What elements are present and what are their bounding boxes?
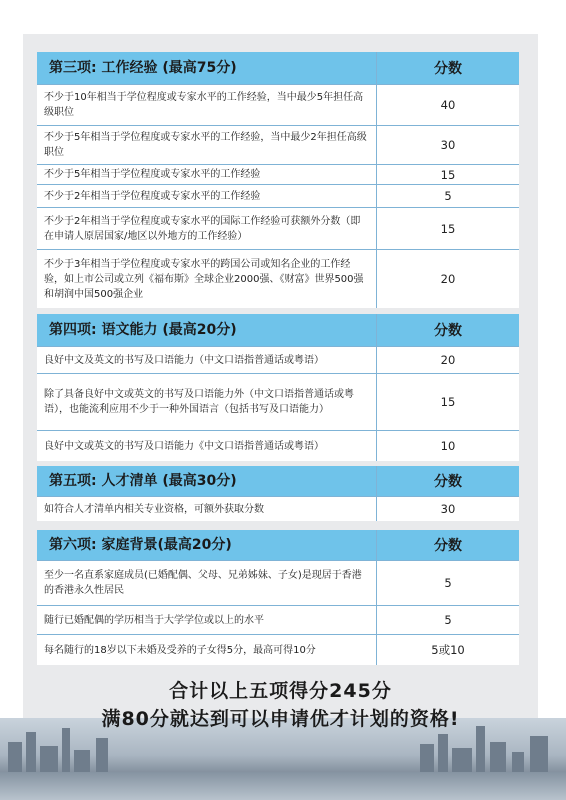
table-row [37, 497, 519, 521]
criterion-text: 不少于2年相当于学位程度或专家水平的工作经验 [44, 190, 261, 202]
criterion-text: 每名随行的18岁以下未婚及受养的子女得5分，最高可得10分 [44, 644, 316, 656]
table-row [37, 374, 519, 431]
table-row [37, 347, 519, 374]
score-value: 5 [376, 561, 519, 605]
table-row [37, 165, 519, 185]
criterion-text: 不少于5年相当于学位程度或专家水平的工作经验 [44, 169, 261, 180]
score-value: 5或10 [376, 635, 519, 665]
summary-line-2: 满80分就达到可以申请优才计划的资格! [101, 708, 460, 730]
criterion-text: 除了具备良好中文或英文的书写及口语能力外（中文口语指普通话或粤语），也能流利应用不少于一种外国语言（包括书写及口语能力） [44, 389, 354, 415]
score-value: 15 [376, 208, 519, 249]
score-header: 分数 [376, 466, 519, 496]
table-header [37, 466, 519, 497]
table-row [37, 185, 519, 208]
score-header: 分数 [376, 530, 519, 560]
talent-list-table [37, 466, 519, 521]
table-row [37, 208, 519, 250]
section-title: 第六项: 家庭背景(最高20分) [49, 536, 232, 553]
score-value: 40 [376, 85, 519, 125]
table-header [37, 530, 519, 561]
table-row [37, 431, 519, 461]
criterion-text: 如符合人才清单内相关专业资格，可额外获取分数 [44, 503, 264, 515]
summary-line-1: 合计以上五项得分245分 [169, 680, 392, 702]
criterion-text: 不少于2年相当于学位程度或专家水平的国际工作经验可获额外分数（即在申请人原居国家/地区以外地方的工作经验） [44, 215, 361, 242]
criterion-text: 良好中文或英文的书写及口语能力《中文口语指普通话或粤语） [44, 440, 324, 452]
score-header: 分数 [376, 52, 519, 84]
score-value: 30 [376, 126, 519, 164]
table-row [37, 250, 519, 308]
table-header [37, 314, 519, 347]
score-value: 5 [376, 606, 519, 634]
table-row [37, 561, 519, 606]
criterion-text: 随行已婚配偶的学历相当于大学学位或以上的水平 [44, 614, 264, 626]
table-row [37, 606, 519, 635]
family-background-table [37, 530, 519, 665]
score-value: 30 [376, 497, 519, 521]
table-row [37, 635, 519, 665]
score-value: 15 [376, 165, 519, 184]
criterion-text: 不少于3年相当于学位程度或专家水平的跨国公司或知名企业的工作经验，如上市公司或立列《福布斯》全球企业2000强、《财富》世界500强和胡润中国500强企业 [44, 258, 364, 300]
language-ability-table [37, 314, 519, 461]
score-value: 20 [376, 347, 519, 373]
criterion-text: 至少一名直系家庭成员(已婚配偶、父母、兄弟姊妹、子女)是现居于香港的香港永久性居民 [44, 570, 362, 596]
section-title: 第四项: 语文能力 (最高20分) [49, 321, 237, 338]
section-title: 第五项: 人才清单 (最高30分) [49, 472, 237, 489]
table-row [37, 126, 519, 165]
work-experience-table [37, 52, 519, 308]
section-title: 第三项: 工作经验 (最高75分) [49, 59, 237, 76]
score-value: 20 [376, 250, 519, 308]
criterion-text: 不少于10年相当于学位程度或专家水平的工作经验，当中最少5年担任高级职位 [44, 92, 364, 118]
criterion-text: 良好中文及英文的书写及口语能力（中文口语指普通话或粤语） [44, 354, 324, 366]
score-value: 10 [376, 431, 519, 461]
score-value: 15 [376, 374, 519, 430]
table-header [37, 52, 519, 85]
table-row [37, 85, 519, 126]
score-value: 5 [376, 185, 519, 207]
criterion-text: 不少于5年相当于学位程度或专家水平的工作经验，当中最少2年担任高级职位 [44, 132, 367, 158]
score-header: 分数 [376, 314, 519, 346]
